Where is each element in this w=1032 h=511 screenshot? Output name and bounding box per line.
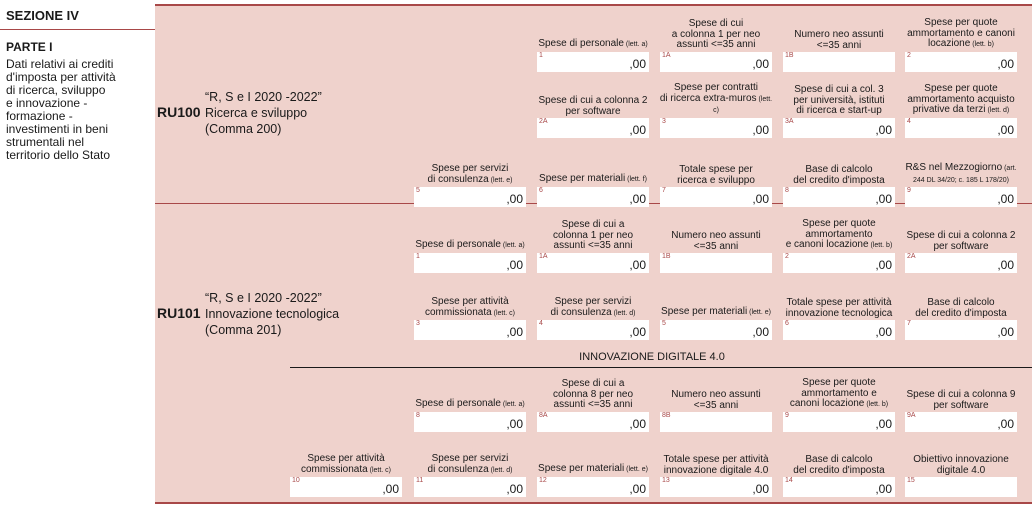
field-label-line: Spese di cui a (561, 219, 625, 230)
field-value: ,00 (875, 258, 892, 272)
amount-field-8a[interactable] (537, 412, 649, 432)
field-note: (lett. c) (491, 309, 516, 317)
field-note: (art. 244 DL 34/20; c. 185 L 178/20) (913, 165, 1017, 184)
field-value: ,00 (875, 123, 892, 137)
field-label-line: Spese di personale (lett. a) (415, 239, 525, 250)
field-number: 13 (662, 477, 670, 484)
digital-separator (290, 367, 1032, 368)
field-label-line: ricerca e sviluppo (677, 174, 755, 186)
field-label-line: a colonna 1 per neo (671, 28, 761, 40)
field-note: (lett. e) (747, 309, 771, 316)
field-label-line: ammortamento e canoni (907, 27, 1015, 39)
row-desc-line: “R, S e I 2020 -2022” (205, 90, 322, 104)
part-desc-line: investimenti in beni (6, 122, 109, 136)
field-label-line: Spese di cui a colonna 9 (906, 389, 1016, 400)
amount-field-3[interactable] (414, 320, 526, 340)
field-note: (lett. b) (868, 242, 893, 249)
part-desc-line: territorio dello Stato (6, 148, 111, 162)
field-value: ,00 (629, 325, 646, 339)
field-number: 12 (539, 477, 547, 484)
field-value: ,00 (875, 192, 892, 206)
section-sidebar (0, 0, 155, 511)
field-label-line: Numero neo assunti (671, 389, 761, 400)
field-label-line: di consulenza (lett. d) (427, 463, 513, 475)
field-number: 6 (785, 320, 789, 327)
field-note: (lett. c) (367, 466, 392, 474)
row-code-ru100: RU100 (157, 104, 201, 120)
amount-field-7[interactable] (660, 187, 772, 207)
field-label (657, 455, 775, 476)
section-rule (0, 29, 155, 30)
field-label (411, 164, 529, 186)
field-number: 9 (907, 187, 911, 194)
field-note: (lett. d) (985, 107, 1010, 114)
field-value: ,00 (875, 417, 892, 431)
field-label-line: Spese di personale (lett. a) (415, 398, 525, 409)
field-label-line: colonna 1 per neo (552, 229, 634, 241)
row-desc-ru101 (205, 290, 339, 338)
amount-field-5[interactable] (660, 320, 772, 340)
amount-field-2[interactable] (783, 253, 895, 273)
amount-field-6[interactable] (783, 320, 895, 340)
field-value: ,00 (997, 192, 1014, 206)
field-label-line: Totale spese per attività (663, 454, 769, 465)
field-label-line: assunti <=35 anni (553, 399, 633, 410)
amount-field-11[interactable] (414, 477, 526, 497)
amount-field-9a[interactable] (905, 412, 1017, 432)
field-number: 5 (662, 320, 666, 327)
field-number: 7 (662, 187, 666, 194)
field-label (902, 298, 1020, 319)
field-number: 2A (539, 118, 548, 125)
field-label-line: Spese per servizi (431, 453, 509, 464)
field-note: (lett. c) (713, 95, 773, 114)
field-number: 1B (662, 253, 671, 260)
amount-field-8b[interactable] (660, 412, 772, 432)
field-label-line: locazione (lett. b) (928, 38, 994, 49)
amount-field-2a[interactable] (537, 118, 649, 138)
field-label-line: per università, istituti (793, 94, 885, 106)
field-label (902, 18, 1020, 51)
amount-field-1b[interactable] (660, 253, 772, 273)
field-label (534, 174, 652, 186)
part-desc-line: d'imposta per attività (6, 70, 116, 84)
field-label (534, 379, 652, 411)
field-label (657, 83, 775, 117)
field-number: 2 (907, 52, 911, 59)
field-number: 15 (907, 477, 915, 484)
field-label (780, 455, 898, 476)
field-label-line: commissionata (lett. c) (300, 463, 392, 475)
field-label-line: Spese di cui (688, 18, 744, 29)
field-label-line: assunti <=35 anni (676, 39, 756, 50)
field-label (657, 307, 775, 319)
part-desc-line: e innovazione - (6, 96, 88, 110)
row-desc-line: (Comma 201) (205, 323, 282, 337)
field-label (902, 390, 1020, 411)
field-note: (lett. f) (625, 176, 647, 183)
amount-field-1[interactable] (414, 253, 526, 273)
field-label (534, 464, 652, 476)
field-label-line: assunti <=35 anni (553, 240, 633, 251)
amount-field-13[interactable] (660, 477, 772, 497)
field-label-line: Spese per materiali (lett. e) (661, 306, 771, 317)
digital-section-title: INNOVAZIONE DIGITALE 4.0 (579, 351, 725, 363)
amount-field-3[interactable] (660, 118, 772, 138)
field-label (657, 231, 775, 252)
field-label-line: e canoni locazione (lett. b) (785, 239, 893, 250)
field-note: (lett. a) (500, 401, 525, 408)
amount-field-1a[interactable] (660, 52, 772, 72)
field-label-line: di ricerca extra-muros (lett. c) (659, 92, 773, 114)
field-label-line: Totale spese per (679, 164, 753, 175)
field-label-line: Spese di cui a colonna 2 (906, 230, 1016, 241)
field-note: (lett. a) (623, 41, 648, 48)
field-note: (lett. b) (970, 41, 994, 48)
field-value: ,00 (875, 325, 892, 339)
field-value: ,00 (875, 482, 892, 496)
amount-field-8[interactable] (783, 187, 895, 207)
field-value: ,00 (506, 258, 523, 272)
field-label (287, 454, 405, 476)
field-label-line: ammortamento acquisto (907, 93, 1015, 105)
field-number: 8A (539, 412, 548, 419)
field-label-line: Spese per attività (431, 296, 509, 307)
field-label (780, 219, 898, 252)
amount-field-1b[interactable] (783, 52, 895, 72)
row-desc-line: Ricerca e sviluppo (205, 106, 308, 120)
row-desc-line: “R, S e I 2020 -2022” (205, 291, 322, 305)
field-label-line: di consulenza (lett. d) (550, 306, 636, 318)
amount-field-4[interactable] (537, 320, 649, 340)
field-label (780, 30, 898, 51)
field-label-line: <=35 anni (693, 399, 739, 411)
part-desc-line: Dati relativi ai crediti (6, 57, 114, 71)
field-number: 5 (416, 187, 420, 194)
amount-field-1a[interactable] (537, 253, 649, 273)
section-title: SEZIONE IV (6, 8, 79, 23)
field-label-line: di ricerca e start-up (796, 105, 882, 116)
field-value: ,00 (997, 57, 1014, 71)
field-number: 1B (785, 52, 794, 59)
field-value: ,00 (506, 417, 523, 431)
field-value: ,00 (506, 482, 523, 496)
field-label (411, 240, 529, 252)
field-number: 11 (416, 477, 424, 484)
field-label-line: Base di calcolo (805, 454, 873, 465)
field-label-line: Base di calcolo (927, 297, 995, 308)
field-value: ,00 (997, 258, 1014, 272)
field-label (534, 96, 652, 117)
part-description (6, 58, 151, 162)
field-label-line: Spese di cui a colonna 2 (538, 95, 648, 106)
field-number: 4 (539, 320, 543, 327)
field-label-line: del credito d'imposta (915, 307, 1007, 319)
field-label (902, 163, 1020, 186)
part-desc-line: formazione - (6, 109, 73, 123)
field-number: 6 (539, 187, 543, 194)
field-label-line: Spese per servizi (554, 296, 632, 307)
field-label (902, 84, 1020, 117)
field-number: 1A (539, 253, 548, 260)
field-label-line: digitale 4.0 (936, 464, 986, 476)
field-note: (lett. d) (488, 466, 513, 474)
field-value: ,00 (752, 325, 769, 339)
field-label-line: Spese per quote (924, 17, 998, 28)
field-label (534, 39, 652, 51)
amount-field-10[interactable] (290, 477, 402, 497)
field-label-line: del credito d'imposta (793, 464, 885, 476)
field-note: (lett. d) (611, 309, 636, 317)
field-label-line: ammortamento e (801, 387, 877, 399)
field-value: ,00 (752, 57, 769, 71)
field-label (657, 19, 775, 51)
field-value: ,00 (629, 57, 646, 71)
field-label (780, 165, 898, 186)
field-label-line: Spese di cui a (561, 378, 625, 389)
field-label-line: privative da terzi (lett. d) (912, 104, 1010, 115)
field-label-line: per software (933, 399, 989, 411)
field-number: 9 (785, 412, 789, 419)
field-label (902, 455, 1020, 476)
amount-field-12[interactable] (537, 477, 649, 497)
amount-field-3a[interactable] (783, 118, 895, 138)
field-label-line: per software (565, 105, 621, 117)
field-value: ,00 (629, 123, 646, 137)
field-value: ,00 (997, 123, 1014, 137)
field-number: 2 (785, 253, 789, 260)
field-label-line: Spese per quote (802, 218, 876, 229)
field-label-line: Numero neo assunti (794, 29, 884, 40)
field-label-line: di consulenza (lett. e) (427, 173, 513, 185)
field-label (534, 220, 652, 252)
field-value: ,00 (997, 325, 1014, 339)
field-label-line: Spese per attività (307, 453, 385, 464)
field-number: 1 (416, 253, 420, 260)
field-label (411, 454, 529, 476)
amount-field-14[interactable] (783, 477, 895, 497)
field-label-line: R&S nel Mezzogiorno (art. 244 DL 34/20; c. 185 L 178/20) (905, 162, 1017, 184)
row-desc-line: Innovazione tecnologica (205, 307, 340, 321)
field-value: ,00 (629, 258, 646, 272)
field-label (657, 165, 775, 186)
field-number: 3 (662, 118, 666, 125)
field-label-line: innovazione tecnologica (785, 307, 893, 319)
field-label-line: Totale spese per attività (786, 297, 892, 308)
field-value: ,00 (382, 482, 399, 496)
part-title: PARTE I (6, 40, 53, 54)
field-number: 3A (785, 118, 794, 125)
field-value: ,00 (752, 192, 769, 206)
field-label (657, 390, 775, 411)
amount-field-4[interactable] (905, 118, 1017, 138)
field-value: ,00 (506, 325, 523, 339)
field-label-line: colonna 8 per neo (552, 388, 634, 400)
field-number: 10 (292, 477, 300, 484)
field-label-line: Spese di personale (lett. a) (538, 38, 648, 49)
field-note: (lett. e) (624, 466, 648, 473)
field-label-line: Obiettivo innovazione (913, 454, 1009, 465)
field-label-line: Spese per servizi (431, 163, 509, 174)
row-desc-ru100 (205, 89, 322, 137)
field-label-line: innovazione digitale 4.0 (663, 464, 769, 476)
field-value: ,00 (752, 123, 769, 137)
amount-field-2[interactable] (905, 52, 1017, 72)
field-number: 7 (907, 320, 911, 327)
field-value: ,00 (506, 192, 523, 206)
field-label (902, 231, 1020, 252)
field-label (780, 298, 898, 319)
field-number: 4 (907, 118, 911, 125)
field-label-line: commissionata (lett. c) (424, 306, 516, 318)
field-label (534, 297, 652, 319)
part-desc-line: strumentali nel (6, 135, 85, 149)
field-label-line: Spese di cui a col. 3 (794, 84, 884, 95)
field-number: 9A (907, 412, 916, 419)
field-value: ,00 (629, 417, 646, 431)
field-value: ,00 (629, 482, 646, 496)
field-number: 1A (662, 52, 671, 59)
amount-field-8[interactable] (414, 412, 526, 432)
amount-field-1[interactable] (537, 52, 649, 72)
row-desc-line: (Comma 200) (205, 122, 282, 136)
field-label (411, 297, 529, 319)
field-note: (lett. e) (488, 176, 513, 184)
field-number: 14 (785, 477, 793, 484)
field-label-line: Numero neo assunti (671, 230, 761, 241)
amount-field-9[interactable] (905, 187, 1017, 207)
field-label-line: Spese per contratti (674, 82, 758, 93)
field-label-line: ammortamento (805, 228, 873, 240)
part-desc-line: di ricerca, sviluppo (6, 83, 106, 97)
amount-field-7[interactable] (905, 320, 1017, 340)
field-number: 8 (416, 412, 420, 419)
field-label-line: Spese per quote (924, 83, 998, 94)
field-label-line: Spese per quote (802, 377, 876, 388)
field-label-line: <=35 anni (693, 240, 739, 252)
field-label (780, 85, 898, 117)
field-value: ,00 (752, 482, 769, 496)
field-label-line: Base di calcolo (805, 164, 873, 175)
field-value: ,00 (629, 192, 646, 206)
field-label-line: canoni locazione (lett. b) (789, 398, 889, 409)
field-number: 1 (539, 52, 543, 59)
field-number: 2A (907, 253, 916, 260)
amount-field-2a[interactable] (905, 253, 1017, 273)
amount-field-5[interactable] (414, 187, 526, 207)
field-label-line: <=35 anni (816, 39, 862, 51)
field-number: 3 (416, 320, 420, 327)
field-number: 8 (785, 187, 789, 194)
field-note: (lett. b) (864, 401, 889, 408)
field-label-line: Spese per materiali (lett. f) (539, 173, 647, 184)
field-label-line: del credito d'imposta (793, 174, 885, 186)
field-label-line: per software (933, 240, 989, 252)
field-number: 8B (662, 412, 671, 419)
amount-field-15[interactable] (905, 477, 1017, 497)
row-code-ru101: RU101 (157, 305, 201, 321)
amount-field-9[interactable] (783, 412, 895, 432)
field-label-line: Spese per materiali (lett. e) (538, 463, 648, 474)
field-label (411, 399, 529, 411)
field-label (780, 378, 898, 411)
field-value: ,00 (997, 417, 1014, 431)
amount-field-6[interactable] (537, 187, 649, 207)
field-note: (lett. a) (500, 242, 525, 249)
